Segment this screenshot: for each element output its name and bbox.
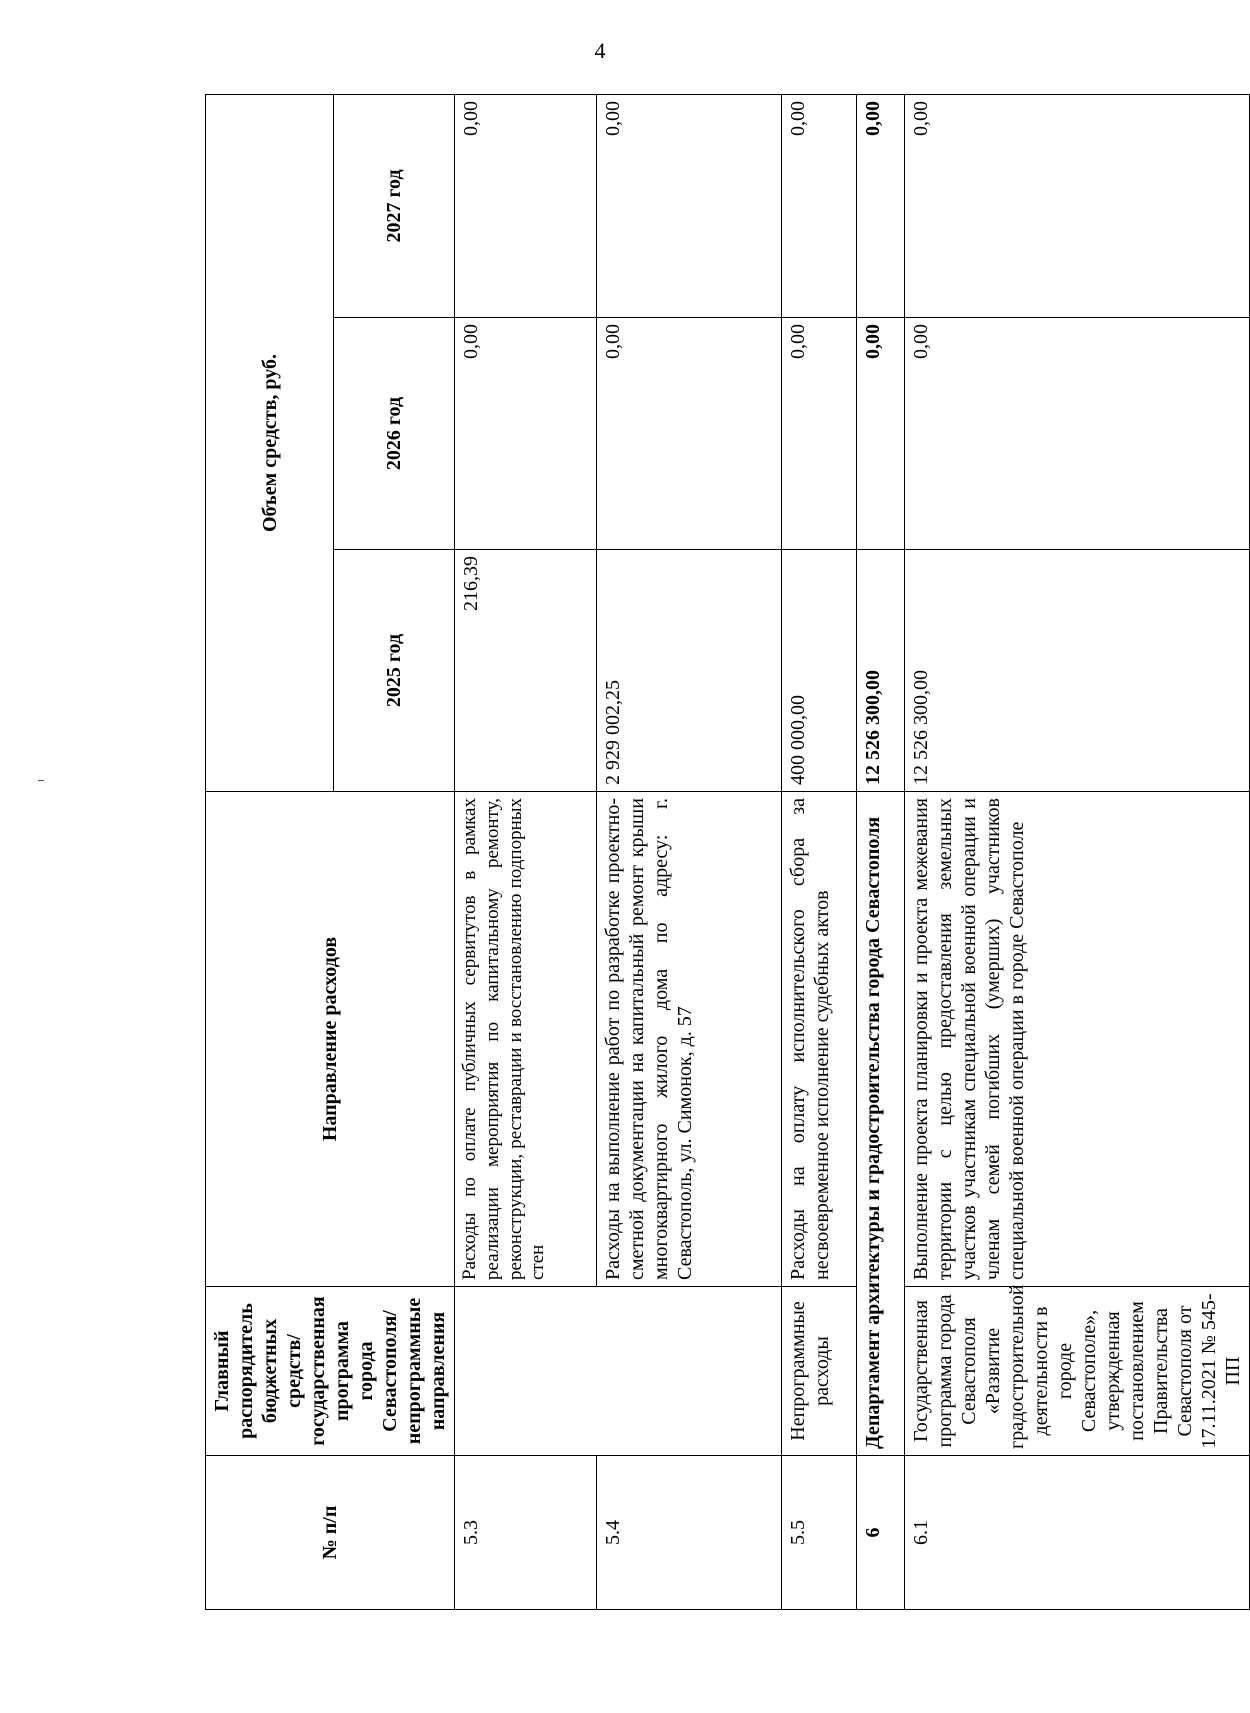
- row-grbs: Государственная программа города Севастополя «Развитие градостроительной деятельности в городе Севастополе», утвержденная постановлением Правительства Севастополя от 17.11.2021 № 545-ПП: [905, 1287, 1250, 1456]
- row-amount-2025: 400 000,00: [782, 550, 857, 792]
- row-grbs: [455, 1287, 782, 1456]
- section-number: 6: [857, 1456, 905, 1610]
- scan-artifact: [38, 780, 44, 781]
- header-volume: Объем средств, руб.: [206, 94, 334, 791]
- table-row: [905, 94, 1250, 1609]
- row-amount-2026: 0,00: [905, 318, 1250, 550]
- row-grbs: Непрограммные расходы: [782, 1287, 857, 1456]
- row-number: 5.3: [455, 1456, 597, 1610]
- row-amount-2027: 0,00: [455, 94, 597, 317]
- row-number: 5.5: [782, 1456, 857, 1610]
- row-direction: Расходы по оплате публичных сервитутов в рамках реализации мероприятия по капитальному ремонту, реконструкции, реставрации и восстановлению подпорных стен: [455, 792, 597, 1287]
- row-amount-2025: 12 526 300,00: [905, 550, 1250, 792]
- rotated-table-container: [205, 95, 1244, 1610]
- budget-table: [205, 94, 1250, 1610]
- header-num: № п/п: [206, 1456, 455, 1610]
- row-direction: Выполнение проекта планировки и проекта межевания территории с целью предоставления земельных участков участникам специальной военной операции и членам семей погибших (умерших) участников специальной военной операции в городе Севастополе: [905, 792, 1250, 1287]
- section-row: [857, 94, 905, 1609]
- row-amount-2027: 0,00: [597, 94, 782, 317]
- row-number: 5.4: [597, 1456, 782, 1610]
- section-amount-2027: 0,00: [857, 94, 905, 317]
- row-direction: Расходы на выполнение работ по разработке проектно-сметной документации на капитальный ремонт крыши многоквартирного жилого дома по адресу: г. Севастополь, ул. Симонок, д. 57: [597, 792, 782, 1287]
- table-row: [782, 94, 857, 1609]
- header-year-2026: 2026 год: [334, 318, 455, 550]
- header-year-2027: 2027 год: [334, 94, 455, 317]
- section-title: Департамент архитектуры и градостроительства города Севастополя: [857, 792, 905, 1456]
- section-amount-2025: 12 526 300,00: [857, 550, 905, 792]
- section-amount-2026: 0,00: [857, 318, 905, 550]
- row-number: 6.1: [905, 1456, 1250, 1610]
- row-amount-2026: 0,00: [597, 318, 782, 550]
- row-direction: Расходы на оплату исполнительского сбора за несвоевременное исполнение судебных актов: [782, 792, 857, 1287]
- row-amount-2026: 0,00: [455, 318, 597, 550]
- row-amount-2025: 2 929 002,25: [597, 550, 782, 792]
- header-grbs: Главный распорядитель бюджетных средств/государственная программа города Севастополя/непрограммные направления: [206, 1287, 455, 1456]
- header-row-top: [206, 94, 334, 1609]
- header-direction: Направление расходов: [206, 792, 455, 1287]
- row-amount-2027: 0,00: [782, 94, 857, 317]
- row-amount-2026: 0,00: [782, 318, 857, 550]
- page-number: 4: [594, 38, 606, 63]
- table-row: [455, 94, 597, 1609]
- row-amount-2025: 216,39: [455, 550, 597, 792]
- row-amount-2027: 0,00: [905, 94, 1250, 317]
- header-year-2025: 2025 год: [334, 550, 455, 792]
